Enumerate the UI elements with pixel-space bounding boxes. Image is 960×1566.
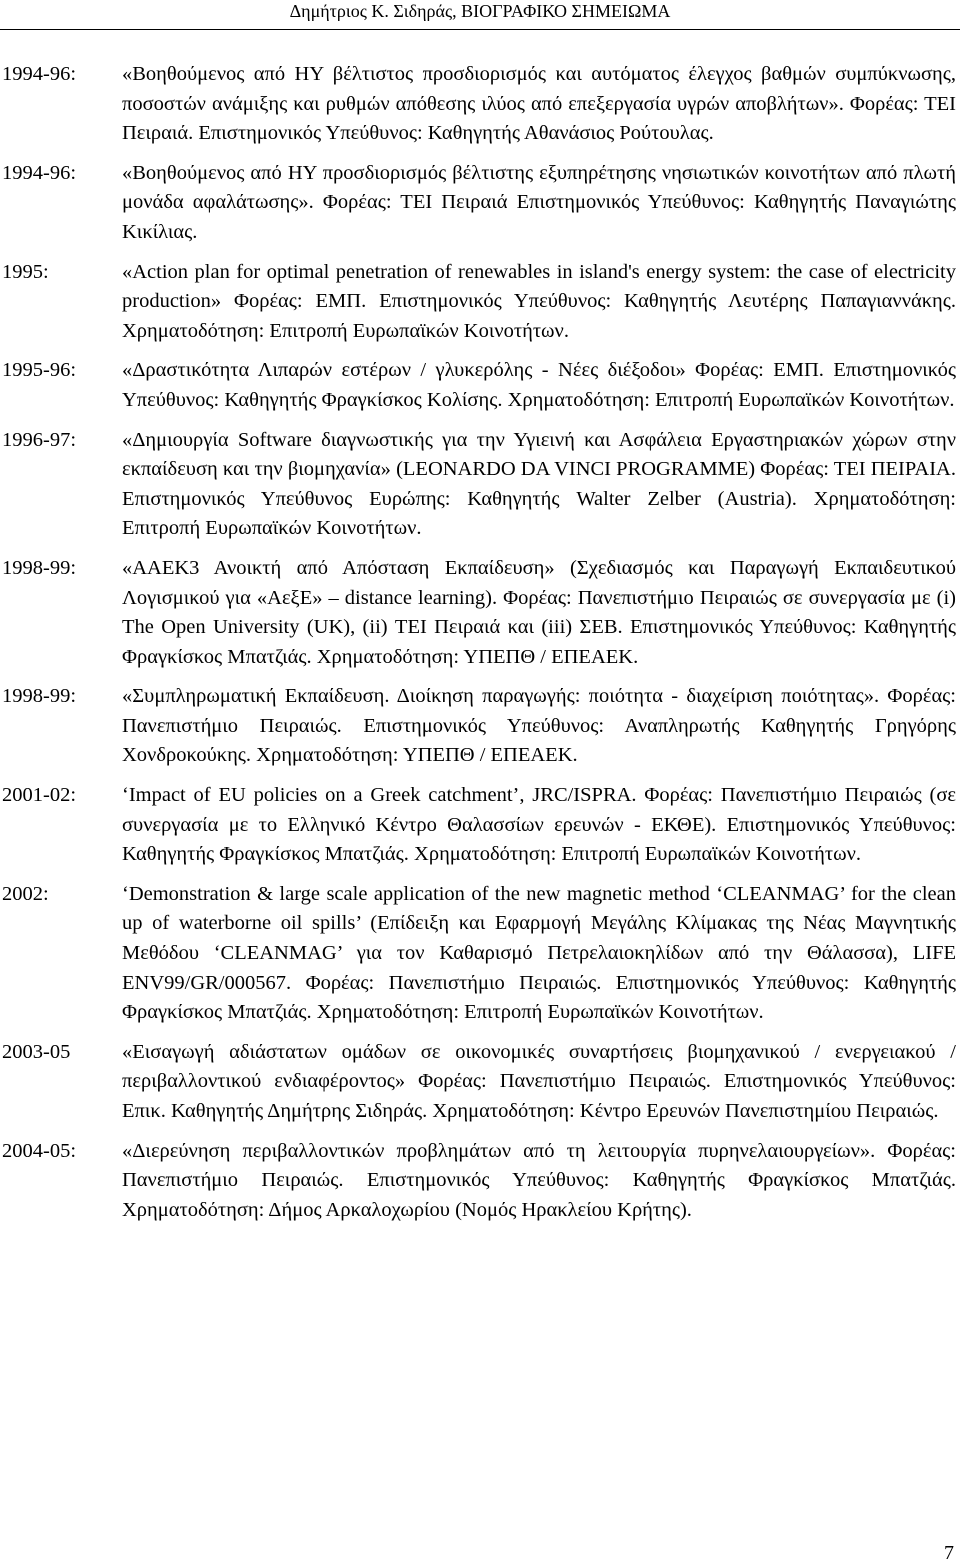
document-title: Δημήτριος Κ. Σιδηράς, ΒΙΟΓΡΑΦΙΚΟ ΣΗΜΕΙΩΜΑ xyxy=(289,1,671,21)
entry-description: ‘Impact of EU policies on a Greek catchment’, JRC/ISPRA. Φορέας: Πανεπιστήμιο Πειραιώς (σε συνεργασία με το Ελληνικό Κέντρο Θαλασσίων ερευνών - ΕΚΘΕ). Επιστημονικός Υπεύθυνος: Καθηγητής Φραγκίσκος Μπατζιάς. Χρηματοδότηση: Επιτροπή Ευρωπαϊκών Κοινοτήτων. xyxy=(122,784,956,866)
entry-description: «Βοηθούμενος από ΗΥ βέλτιστος προσδιορισμός και αυτόματος έλεγχος βαθμών συμπύκνωσης, ποσοστών ανάμιξης και ρυθμών απόθεσης ιλύος από επεξεργασία υγρών αποβλήτων». Φορέας: ΤΕΙ Πειραιά. Επιστημονικός Υπεύθυνος: Καθηγητής Αθανάσιος Ρούτουλας. xyxy=(122,63,956,145)
project-entry xyxy=(2,781,958,870)
project-entry xyxy=(2,1137,958,1226)
project-entry xyxy=(2,554,958,672)
entry-description: «Συμπληρωματική Εκπαίδευση. Διοίκηση παραγωγής: ποιότητα - διαχείριση ποιότητας». Φορέας: Πανεπιστήμιο Πειραιώς. Επιστημονικός Υπεύθυνος: Αναπληρωτής Καθηγητής Γρηγόρης Χονδροκούκης. Χρηματοδότηση: ΥΠΕΠΘ / ΕΠΕΑΕΚ. xyxy=(122,685,956,767)
project-entry xyxy=(2,682,958,771)
entry-description: «ΑΑΕΚ3 Ανοικτή από Απόσταση Εκπαίδευση» (Σχεδιασμός και Παραγωγή Εκπαιδευτικού Λογισμικού για «ΑεξΕ» – distance learning). Φορέας: Πανεπιστήμιο Πειραιώς σε συνεργασία με (i) The Open University (UK), (ii) ΤΕΙ Πειραιά και (iii) ΣΕΒ. Επιστημονικός Υπεύθυνος: Καθηγητής Φραγκίσκος Μπατζιάς. Χρηματοδότηση: ΥΠΕΠΘ / ΕΠΕΑΕΚ. xyxy=(122,556,956,668)
project-entry xyxy=(2,426,958,544)
entry-description: «Action plan for optimal penetration of renewables in island's energy system: the case of electricity production» Φορέας: ΕΜΠ. Επιστημονικός Υπεύθυνος: Καθηγητής Λευτέρης Παπαγιαννάκης. Χρηματοδότηση: Επιτροπή Ευρωπαϊκών Κοινοτήτων. xyxy=(122,260,956,342)
project-entry xyxy=(2,159,958,248)
entry-description: «Δραστικότητα Λιπαρών εστέρων / γλυκερόλης - Νέες διέξοδοι» Φορέας: ΕΜΠ. Επιστημονικός Υπεύθυνος: Καθηγητής Φραγκίσκος Κολίσης. Χρηματοδότηση: Επιτροπή Ευρωπαϊκών Κοινοτήτων. xyxy=(122,359,956,411)
project-entry xyxy=(2,60,958,149)
entry-date: 1998-99: xyxy=(2,556,77,579)
entry-date: 1996-97: xyxy=(2,428,77,451)
project-entry xyxy=(2,356,958,415)
entry-date: 2002: xyxy=(2,882,49,905)
entry-date: 2003-05 xyxy=(2,1040,71,1063)
entry-date: 1998-99: xyxy=(2,685,77,708)
entry-date: 2001-02: xyxy=(2,784,77,807)
entry-date: 2004-05: xyxy=(2,1139,77,1162)
header-divider xyxy=(0,29,960,30)
entry-description: «Εισαγωγή αδιάστατων ομάδων σε οικονομικές συναρτήσεις βιομηχανικού / ενεργειακού / περιβαλλοντικού ενδιαφέροντος» Φορέας: Πανεπιστήμιο Πειραιώς. Επιστημονικός Υπεύθυνος: Επικ. Καθηγητής Δημήτρης Σιδηράς. Χρηματοδότηση: Κέντρο Ερευνών Πανεπιστημίου Πειραιώς. xyxy=(122,1040,956,1122)
project-entry xyxy=(2,880,958,1028)
entry-date: 1995: xyxy=(2,260,49,283)
research-projects-list xyxy=(2,60,958,1235)
entry-description: «Βοηθούμενος από ΗΥ προσδιορισμός βέλτιστης εξυπηρέτησης νησιωτικών κοινοτήτων από πλωτή μονάδα αφαλάτωσης». Φορέας: ΤΕΙ Πειραιά Επιστημονικός Υπεύθυνος: Καθηγητής Παναγιώτης Κικίλιας. xyxy=(122,161,956,243)
page-header xyxy=(0,0,960,24)
entry-date: 1994-96: xyxy=(2,161,77,184)
entry-date: 1995-96: xyxy=(2,359,77,382)
entry-description: «Διερεύνηση περιβαλλοντικών προβλημάτων από τη λειτουργία πυρηνελαιουργείων». Φορέας: Πανεπιστήμιο Πειραιώς. Επιστημονικός Υπεύθυνος: Καθηγητής Φραγκίσκος Μπατζιάς. Χρηματοδότηση: Δήμος Αρκαλοχωρίου (Νομός Ηρακλείου Κρήτης). xyxy=(122,1139,956,1221)
project-entry xyxy=(2,1038,958,1127)
entry-description: «Δημιουργία Software διαγνωστικής για την Υγιεινή και Ασφάλεια Εργαστηριακών χώρων στην εκπαίδευση και την βιομηχανία» (LEONARDO DA VINCI PROGRAMME) Φορέας: ΤΕΙ ΠΕΙΡΑΙΑ. Επιστημονικός Υπεύθυνος Ευρώπης: Καθηγητής Walter Zelber (Austria). Χρηματοδότηση: Επιτροπή Ευρωπαϊκών Κοινοτήτων. xyxy=(122,428,956,540)
project-entry xyxy=(2,258,958,347)
entry-description: ‘Demonstration & large scale application of the new magnetic method ‘CLEANMAG’ for the clean up of waterborne oil spills’ (Επίδειξη και Εφαρμογή Μεγάλης Κλίμακας της Νέας Μαγνητικής Μεθόδου ‘CLEANMAG’ για τον Καθαρισμό Πετρελαιοκηλίδων από την Θάλασσα), LIFE ENV99/GR/000567. Φορέας: Πανεπιστήμιο Πειραιώς. Επιστημονικός Υπεύθυνος: Καθηγητής Φραγκίσκος Μπατζιάς. Χρηματοδότηση: Επιτροπή Ευρωπαϊκών Κοινοτήτων. xyxy=(122,882,956,1024)
page-number: 7 xyxy=(944,1542,954,1564)
entry-date: 1994-96: xyxy=(2,63,77,85)
